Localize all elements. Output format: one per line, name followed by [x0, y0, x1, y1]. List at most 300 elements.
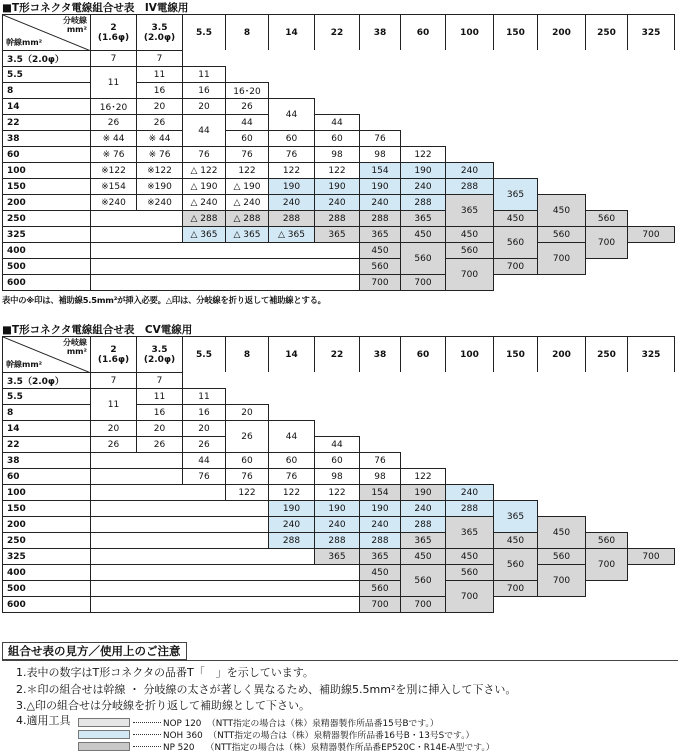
cell-value: 76: [241, 471, 253, 482]
empty-cell: [90, 226, 183, 243]
cell-value: 288: [328, 213, 346, 224]
row-header-cell: 3.5（2.0φ）: [2, 50, 91, 67]
cell-value: 60: [285, 133, 298, 144]
cell-value: 11: [198, 391, 210, 402]
cell-value: 76: [241, 149, 253, 160]
empty-cell: [182, 372, 675, 389]
table-cell: [627, 226, 675, 243]
table-cell: [537, 548, 586, 565]
table-cell: [182, 468, 226, 485]
cell-value: 365: [328, 229, 346, 240]
row-header-cell: 3.5（2.0φ）: [2, 372, 91, 389]
cell-value: △ 240: [190, 197, 218, 208]
table-cell: [445, 162, 494, 179]
leader-dots: [133, 746, 161, 747]
table-cell: [182, 98, 226, 115]
table-cell: [90, 50, 137, 67]
col-header-cell: 3.5 (2.0φ): [136, 336, 183, 373]
table-cell: [225, 82, 269, 99]
main-wire-label: 幹線mm²: [6, 360, 43, 369]
row-header-cell: 500: [2, 580, 91, 597]
cell-value: 240: [282, 519, 301, 530]
cell-value: 560: [506, 237, 525, 248]
col-header-cell: 38: [359, 336, 401, 373]
table-cell: [225, 194, 269, 211]
cell-value: 450: [552, 527, 571, 538]
table-cell: [445, 194, 494, 227]
table-cell: [359, 146, 401, 163]
cell-value: △ 288: [233, 213, 261, 224]
row-header-cell: 60: [2, 146, 91, 163]
table-cell: [136, 82, 183, 99]
table-cell: [268, 420, 315, 453]
row-header-cell: 600: [2, 596, 91, 613]
iv-table-title: ■T形コネクタ電線組合せ表 IV電線用: [2, 2, 189, 14]
table-cell: [400, 194, 446, 211]
cell-value: 240: [282, 197, 301, 208]
cell-value: 365: [414, 213, 432, 224]
cell-value: 560: [506, 559, 525, 570]
cell-value: 44: [285, 431, 298, 442]
cell-value: 20: [107, 423, 120, 434]
cell-value: 60: [241, 455, 253, 466]
empty-cell: [445, 146, 675, 163]
table-cell: [585, 532, 628, 549]
cell-value: 560: [552, 229, 571, 240]
cell-value: 7: [156, 53, 163, 64]
cell-value: 44: [198, 125, 210, 136]
empty-cell: [400, 452, 675, 469]
cell-value: 76: [374, 455, 386, 466]
cell-value: 450: [371, 245, 389, 256]
table-cell: [445, 258, 494, 291]
col-header-cell: 100: [445, 14, 494, 51]
table-cell: [136, 98, 183, 115]
table-cell: [314, 146, 360, 163]
table-cell: [136, 194, 183, 211]
cell-value: 76: [285, 149, 298, 160]
cell-value: △ 288: [190, 213, 218, 224]
cell-value: 16: [153, 85, 166, 96]
main-wire-label: 幹線mm²: [6, 38, 43, 47]
table-cell: [359, 564, 401, 581]
cell-value: 11: [198, 69, 210, 80]
table-cell: [182, 82, 226, 99]
cell-value: 700: [552, 253, 571, 264]
table-cell: [400, 548, 446, 565]
cell-value: 240: [328, 197, 346, 208]
empty-cell: [90, 548, 315, 565]
cell-value: 288: [414, 197, 432, 208]
table-cell: [314, 178, 360, 195]
cell-value: 16: [153, 407, 166, 418]
cell-value: 76: [374, 133, 386, 144]
col-header-cell: 200: [537, 336, 586, 373]
table-cell: [493, 178, 538, 211]
table-cell: [225, 130, 269, 147]
table-cell: [537, 194, 586, 227]
row-header-cell: 22: [2, 114, 91, 131]
cell-value: ※ 44: [102, 133, 125, 144]
empty-cell: [537, 178, 675, 195]
table-cell: [400, 210, 446, 227]
cell-value: 240: [328, 519, 346, 530]
empty-cell: [225, 388, 675, 405]
cell-value: 122: [414, 149, 432, 160]
empty-cell: [627, 564, 675, 581]
table-cell: [314, 452, 360, 469]
cell-value: 288: [371, 213, 389, 224]
row-header-cell: 200: [2, 516, 91, 533]
table-cell: [136, 178, 183, 195]
col-header-cell: 250: [585, 14, 628, 51]
empty-cell: [90, 484, 226, 501]
row-header-cell: 400: [2, 242, 91, 259]
row-header-cell: 100: [2, 484, 91, 501]
cell-value: 26: [107, 439, 120, 450]
table-cell: [90, 114, 137, 131]
cell-value: 26: [153, 117, 166, 128]
cell-value: 700: [414, 277, 432, 288]
cell-value: 700: [552, 575, 571, 586]
cell-value: 16･20: [99, 103, 128, 113]
table-cell: [445, 500, 494, 517]
empty-cell: [627, 532, 675, 549]
table-cell: [90, 372, 137, 389]
cell-value: 11: [153, 391, 166, 402]
tool-label: NOH 360 （NTT指定の場合は（株）泉精器製作所品番16号B・13号Sです。）: [163, 731, 475, 741]
table-cell: [225, 98, 269, 115]
empty-cell: [493, 484, 675, 501]
iv-combination-table: [2, 14, 674, 290]
col-header-cell: 22: [314, 336, 360, 373]
table-cell: [268, 178, 315, 195]
table-cell: [359, 596, 401, 613]
col-header-cell: 60: [400, 14, 446, 51]
table-cell: [90, 178, 137, 195]
table-cell: [359, 210, 401, 227]
table-cell: [136, 436, 183, 453]
table-cell: [359, 516, 401, 533]
cell-value: △ 365: [233, 229, 261, 240]
cell-value: 44: [285, 109, 298, 120]
col-header-cell: 60: [400, 336, 446, 373]
cell-value: 7: [110, 375, 117, 386]
empty-cell: [90, 258, 360, 275]
table-cell: [268, 130, 315, 147]
cell-value: 288: [460, 181, 479, 192]
cell-value: 450: [506, 213, 525, 224]
empty-cell: [182, 50, 675, 67]
cell-value: 190: [371, 503, 389, 514]
table-cell: [136, 162, 183, 179]
table-cell: [136, 372, 183, 389]
empty-cell: [90, 468, 183, 485]
cell-value: 560: [414, 253, 432, 264]
table-cell: [136, 130, 183, 147]
table-cell: [537, 226, 586, 243]
table-cell: [493, 532, 538, 549]
table-cell: [359, 580, 401, 597]
empty-cell: [90, 580, 360, 597]
empty-cell: [493, 162, 675, 179]
table-cell: [400, 178, 446, 195]
table-cell: [268, 194, 315, 211]
cell-value: 450: [460, 551, 479, 562]
cell-value: 365: [506, 511, 525, 522]
table-cell: [359, 500, 401, 517]
empty-cell: [314, 98, 675, 115]
cell-value: 365: [328, 551, 346, 562]
note-item-4: 4.適用工具: [16, 714, 71, 727]
cell-value: ※154: [101, 181, 126, 192]
col-header-cell: 250: [585, 336, 628, 373]
cell-value: 700: [414, 599, 432, 610]
cell-value: 288: [371, 535, 389, 546]
table-cell: [268, 484, 315, 501]
iv-footnote: 表中の※印は、補助線5.5mm²が挿入必要。△印は、分岐線を折り返して補助線とする。: [2, 295, 326, 305]
table-cell: [268, 468, 315, 485]
table-cell: [400, 500, 446, 517]
table-cell: [136, 50, 183, 67]
cell-value: 26: [241, 101, 253, 112]
table-cell: [359, 484, 401, 501]
branch-wire-label: 分岐線 mm²: [63, 338, 87, 356]
table-cell: [400, 532, 446, 549]
table-cell: [182, 452, 226, 469]
cell-value: 20: [198, 423, 210, 434]
table-cell: [359, 548, 401, 565]
table-cell: [445, 226, 494, 243]
tool-color-swatch: [78, 718, 130, 727]
table-cell: [268, 532, 315, 549]
col-header-cell: 325: [627, 336, 675, 373]
cell-value: 16･20: [233, 87, 261, 97]
cell-value: 98: [374, 149, 386, 160]
cell-value: 190: [414, 165, 432, 176]
cell-value: 560: [371, 261, 389, 272]
col-header-cell: 2 (1.6φ): [90, 336, 137, 373]
table-cell: [314, 130, 360, 147]
table-cell: [627, 548, 675, 565]
table-cell: [537, 564, 586, 597]
table-cell: [400, 226, 446, 243]
cell-value: 190: [282, 503, 301, 514]
empty-cell: [585, 580, 675, 597]
cell-value: △ 365: [190, 229, 218, 240]
cell-value: 450: [414, 229, 432, 240]
table-cell: [90, 66, 137, 99]
tool-label: NP 520 （NTT指定の場合は（株）泉精器製作所品番EP520C・R14E-A型です。）: [163, 743, 495, 753]
table-cell: [182, 404, 226, 421]
corner-header-cell: [2, 14, 91, 51]
cell-value: 700: [597, 237, 616, 248]
table-cell: [225, 226, 269, 243]
col-header-cell: 14: [268, 336, 315, 373]
corner-header-cell: [2, 336, 91, 373]
cell-value: 190: [328, 181, 346, 192]
empty-cell: [493, 274, 675, 291]
table-cell: [225, 404, 269, 421]
cell-value: 20: [153, 423, 166, 434]
cell-value: 240: [460, 165, 479, 176]
table-cell: [268, 500, 315, 517]
cell-value: 76: [285, 471, 298, 482]
table-cell: [445, 242, 494, 259]
cell-value: 98: [374, 471, 386, 482]
cell-value: 700: [460, 591, 479, 602]
cell-value: 11: [107, 77, 120, 88]
table-cell: [314, 210, 360, 227]
col-header-cell: 100: [445, 336, 494, 373]
cell-value: 44: [331, 439, 343, 450]
col-header-cell: 38: [359, 14, 401, 51]
table-cell: [445, 516, 494, 549]
table-cell: [400, 468, 446, 485]
cell-value: △ 365: [278, 229, 305, 240]
cell-value: ※ 76: [102, 149, 125, 160]
table-cell: [359, 162, 401, 179]
table-cell: [182, 436, 226, 453]
empty-cell: [225, 66, 675, 83]
empty-cell: [627, 242, 675, 259]
table-cell: [314, 468, 360, 485]
col-header-cell: 22: [314, 14, 360, 51]
empty-cell: [585, 194, 675, 211]
cell-value: 122: [414, 471, 432, 482]
table-cell: [493, 258, 538, 275]
cell-value: 26: [198, 439, 210, 450]
cell-value: 60: [331, 455, 343, 466]
table-cell: [359, 242, 401, 259]
table-cell: [314, 548, 360, 565]
table-cell: [182, 388, 226, 405]
cell-value: 365: [371, 229, 389, 240]
col-header-cell: 8: [225, 336, 269, 373]
cell-value: 560: [371, 583, 389, 594]
table-cell: [225, 162, 269, 179]
row-header-cell: 5.5: [2, 388, 91, 405]
cell-value: 365: [414, 535, 432, 546]
cell-value: 240: [371, 519, 389, 530]
table-cell: [359, 258, 401, 275]
cell-value: △ 190: [233, 181, 261, 192]
cell-value: ※190: [147, 181, 172, 192]
cell-value: 450: [414, 551, 432, 562]
cell-value: 450: [506, 535, 525, 546]
table-cell: [268, 226, 315, 243]
cell-value: 190: [414, 487, 432, 498]
table-cell: [225, 210, 269, 227]
cell-value: 20: [153, 101, 166, 112]
table-cell: [400, 484, 446, 501]
table-cell: [268, 516, 315, 533]
row-header-cell: 250: [2, 532, 91, 549]
table-cell: [225, 452, 269, 469]
cell-value: 122: [238, 487, 256, 498]
cell-value: 700: [371, 599, 389, 610]
row-header-cell: 38: [2, 452, 91, 469]
row-header-cell: 200: [2, 194, 91, 211]
cell-value: 7: [156, 375, 163, 386]
empty-cell: [90, 274, 360, 291]
cell-value: 700: [460, 269, 479, 280]
table-cell: [136, 114, 183, 131]
cell-value: 44: [198, 455, 210, 466]
cell-value: 20: [198, 101, 210, 112]
cell-value: 240: [460, 487, 479, 498]
table-cell: [182, 194, 226, 211]
table-cell: [182, 210, 226, 227]
cell-value: 190: [282, 181, 301, 192]
cell-value: 122: [328, 165, 346, 176]
table-cell: [493, 500, 538, 533]
cell-value: 700: [371, 277, 389, 288]
table-cell: [268, 162, 315, 179]
cell-value: 560: [597, 213, 616, 224]
cell-value: ※ 76: [148, 149, 171, 160]
table-cell: [445, 484, 494, 501]
table-cell: [400, 146, 446, 163]
empty-cell: [359, 114, 675, 131]
empty-cell: [585, 516, 675, 533]
empty-cell: [445, 468, 675, 485]
table-cell: [182, 146, 226, 163]
table-cell: [400, 274, 446, 291]
table-cell: [225, 420, 269, 453]
row-header-cell: 325: [2, 548, 91, 565]
branch-wire-label: 分岐線 mm²: [63, 16, 87, 34]
table-cell: [314, 436, 360, 453]
row-header-cell: 100: [2, 162, 91, 179]
cell-value: ※240: [101, 197, 126, 208]
tool-color-swatch: [78, 730, 130, 739]
table-cell: [90, 162, 137, 179]
cell-value: △ 122: [190, 165, 218, 176]
table-cell: [182, 162, 226, 179]
cell-value: 240: [371, 197, 389, 208]
tool-color-swatch: [78, 742, 130, 751]
cell-value: 26: [241, 431, 253, 442]
table-cell: [314, 516, 360, 533]
table-cell: [314, 162, 360, 179]
empty-cell: [268, 82, 675, 99]
table-cell: [90, 388, 137, 421]
table-cell: [359, 226, 401, 243]
cell-value: 154: [371, 487, 389, 498]
empty-cell: [400, 130, 675, 147]
table-cell: [90, 436, 137, 453]
cell-value: 60: [331, 133, 343, 144]
empty-cell: [90, 516, 269, 533]
col-header-cell: 14: [268, 14, 315, 51]
cell-value: 700: [642, 229, 660, 240]
notes-heading: 組合せ表の見方／使用上のご注意: [2, 642, 187, 660]
row-header-cell: 500: [2, 258, 91, 275]
cell-value: 240: [414, 181, 432, 192]
cell-value: 288: [460, 503, 479, 514]
table-cell: [90, 130, 137, 147]
cell-value: 288: [282, 213, 301, 224]
table-cell: [400, 162, 446, 179]
empty-cell: [585, 258, 675, 275]
table-cell: [537, 516, 586, 549]
row-header-cell: 5.5: [2, 66, 91, 83]
table-cell: [136, 66, 183, 83]
table-cell: [359, 532, 401, 549]
table-cell: [225, 484, 269, 501]
table-cell: [445, 564, 494, 581]
